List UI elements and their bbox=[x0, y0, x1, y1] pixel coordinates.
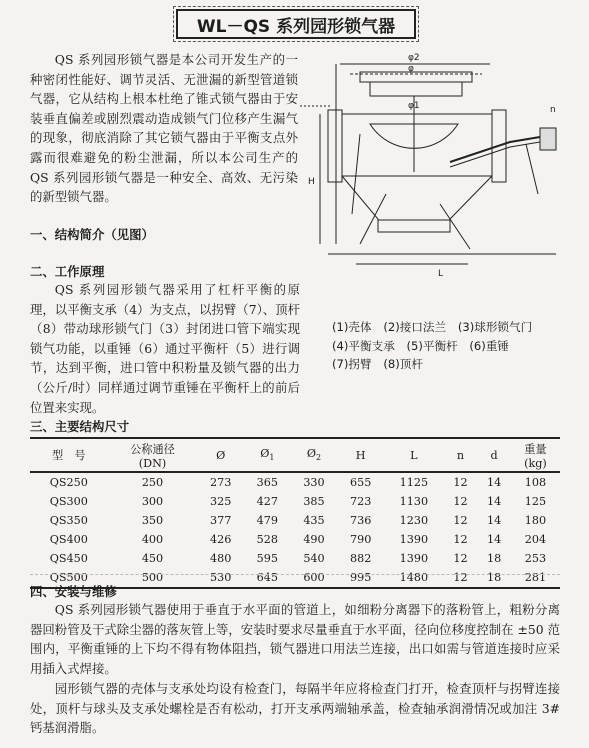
table-cell: 125 bbox=[524, 495, 547, 508]
section-dimensions-heading: 三、主要结构尺寸 bbox=[30, 419, 130, 434]
table-cell: 108 bbox=[524, 476, 547, 489]
table-cell: 12 bbox=[444, 568, 478, 588]
section-structure-heading: 一、结构简介（见图） bbox=[30, 227, 154, 242]
table-cell: 12 bbox=[453, 476, 468, 489]
table-cell: 645 bbox=[244, 568, 291, 588]
table-cell: 12 bbox=[453, 552, 468, 565]
table-cell: QS450 bbox=[49, 552, 88, 565]
section-install-heading: 四、安装与维修 bbox=[30, 584, 117, 599]
table-cell: 450 bbox=[141, 552, 164, 565]
table-cell: 1125 bbox=[399, 476, 429, 489]
table-row bbox=[30, 511, 560, 530]
dim-n: n bbox=[550, 105, 556, 115]
dimension-table bbox=[30, 437, 560, 589]
legend-item: (4)平衡支承 bbox=[332, 338, 395, 353]
dim-phi2: φ2 bbox=[408, 53, 420, 63]
table-cell: 1130 bbox=[399, 495, 429, 508]
table-header-row bbox=[30, 438, 560, 472]
col-n: n bbox=[444, 438, 478, 472]
table-cell: 595 bbox=[256, 552, 279, 565]
table-cell: 14 bbox=[486, 476, 502, 489]
table-cell: 528 bbox=[256, 533, 279, 546]
table-cell: 500 bbox=[108, 568, 198, 588]
structure-diagram bbox=[300, 44, 580, 306]
table-cell: 723 bbox=[349, 495, 372, 508]
table-cell: 790 bbox=[349, 533, 372, 546]
table-cell: 540 bbox=[303, 552, 325, 565]
table-row bbox=[30, 492, 560, 511]
col-phi1: $Ø_1$ bbox=[244, 438, 291, 472]
table-cell: 1480 bbox=[384, 568, 444, 588]
principle-paragraph: QS 系列园形锁气器采用了杠杆平衡的原理，以平衡支承（4）为支点，以拐臂（7）、顶杆（8）带动球形锁气门（3）封闭进口管下端实现锁气功能，以重锤（6）通过平衡杆（5）进行调节，达到平衡，进口管中积粉量及锁气器的出力（公斤/时）同样通过调节重锤在平衡杆上的前后位置来实现。 bbox=[30, 282, 300, 415]
body-shell bbox=[342, 114, 492, 176]
table-cell: QS350 bbox=[49, 514, 88, 527]
legend-item: (5)平衡杆 bbox=[406, 338, 458, 353]
table-cell: 330 bbox=[303, 476, 325, 489]
table-cell: 300 bbox=[141, 495, 164, 508]
table-cell: 253 bbox=[524, 552, 547, 565]
table-cell: 1390 bbox=[399, 533, 429, 546]
table-cell: 273 bbox=[210, 476, 232, 489]
table-cell: 365 bbox=[256, 476, 279, 489]
col-phi2: $Ø_2$ bbox=[291, 438, 338, 472]
legend-item: (6)重锤 bbox=[469, 338, 510, 353]
table-row bbox=[30, 472, 560, 492]
table-cell: 204 bbox=[524, 533, 547, 546]
legend-item: (1)壳体 bbox=[332, 320, 372, 334]
table-cell: 12 bbox=[453, 495, 468, 508]
table-cell: 18 bbox=[477, 568, 511, 588]
legend-item: (7)拐臂 bbox=[332, 357, 372, 371]
table-cell: 600 bbox=[291, 568, 338, 588]
divider bbox=[30, 574, 560, 575]
table-cell: 1390 bbox=[399, 552, 429, 565]
table-cell: 530 bbox=[197, 568, 244, 588]
install-paragraph-2: 园形锁气器的壳体与支承处均设有检查门，每隔半年应将检查门打开，检查顶杆与拐臂连接处，顶杆与球头及支承处螺栓是否有松动，打开支承两端轴承盖，检查轴承润滑情况或加注 3#钙基润滑脂。 bbox=[30, 681, 560, 736]
table-cell: 490 bbox=[303, 533, 325, 546]
page-title: WL－QS 系列园形锁气器 bbox=[176, 9, 416, 39]
intro-paragraph: QS 系列园形锁气器是本公司开发生产的一种密闭性能好、调节灵活、无泄漏的新型管道锁气器，它从结构上根本杜绝了锥式锁气器由于安装垂直偏差或剧烈震动造成锁气门位移产生漏气的现象，彻底消除了其它锁气器由于平衡支点外露而很难避免的粉尘泄漏，所以本公司生产的 QS 系列园形锁气器是一种安全、高效、无污染的新型锁气器。 bbox=[30, 52, 298, 205]
col-weight: 重量 (kg) bbox=[511, 438, 560, 472]
table-cell: 250 bbox=[141, 476, 164, 489]
table-cell: 14 bbox=[486, 533, 502, 546]
table-cell: 14 bbox=[486, 495, 502, 508]
table-cell: QS500 bbox=[30, 568, 108, 588]
table-cell: 180 bbox=[524, 514, 547, 527]
table-cell: 377 bbox=[210, 514, 232, 527]
balance-arm bbox=[450, 136, 546, 162]
dim-phi: φ bbox=[408, 64, 414, 74]
table-cell: 12 bbox=[453, 514, 468, 527]
table-cell: 400 bbox=[141, 533, 164, 546]
table-cell: 479 bbox=[256, 514, 279, 527]
table-cell: 426 bbox=[210, 533, 232, 546]
col-d: d bbox=[477, 438, 511, 472]
section-principle-heading: 二、工作原理 bbox=[30, 264, 105, 279]
table-row bbox=[30, 549, 560, 568]
cone-outlet bbox=[342, 176, 492, 232]
col-h: H bbox=[337, 438, 384, 472]
table-cell: 736 bbox=[349, 514, 372, 527]
table-cell: QS400 bbox=[49, 533, 88, 546]
table-cell: 882 bbox=[349, 552, 372, 565]
dim-h: H bbox=[308, 177, 315, 187]
col-phi: Ø bbox=[197, 438, 244, 472]
legend-item: (2)接口法兰 bbox=[383, 320, 447, 334]
table-cell: 14 bbox=[486, 514, 502, 527]
table-cell: 12 bbox=[453, 533, 468, 546]
table-cell: 427 bbox=[256, 495, 279, 508]
table-cell: 655 bbox=[349, 476, 372, 489]
legend-item: (8)顶杆 bbox=[383, 357, 423, 371]
dim-phi1: φ1 bbox=[408, 101, 420, 111]
table-row bbox=[30, 530, 560, 549]
table-cell: 1230 bbox=[399, 514, 429, 527]
legend-item: (3)球形锁气门 bbox=[457, 320, 533, 334]
dim-l: L bbox=[438, 269, 444, 279]
table-cell: 435 bbox=[303, 514, 325, 527]
counterweight bbox=[540, 128, 556, 150]
table-cell: 281 bbox=[511, 568, 560, 588]
diagram-legend bbox=[332, 318, 582, 374]
table-cell: 350 bbox=[141, 514, 164, 527]
install-paragraph-1: QS 系列园形锁气器使用于垂直于水平面的管道上，如细粉分离器下的落粉管上，粗粉分离器回粉管及干式除尘器的落灰管上等，安装时要求尽量垂直于水平面，径向位移度控制在 ±50 范围内，平衡重锤的上下均不得有物体阻挡，锁气器进口用法兰连接，出口如需与管道连接时应采用插入式焊接。 bbox=[30, 602, 560, 676]
table-cell: 480 bbox=[210, 552, 232, 565]
table-cell: 995 bbox=[337, 568, 384, 588]
col-model: 型 号 bbox=[30, 438, 108, 472]
table-cell: 18 bbox=[486, 552, 502, 565]
table-cell: 325 bbox=[210, 495, 232, 508]
table-cell: 385 bbox=[303, 495, 325, 508]
col-l: L bbox=[384, 438, 444, 472]
table-cell: QS250 bbox=[49, 476, 88, 489]
table-cell: QS300 bbox=[49, 495, 88, 508]
col-dn: 公称通径 (DN) bbox=[108, 438, 198, 472]
